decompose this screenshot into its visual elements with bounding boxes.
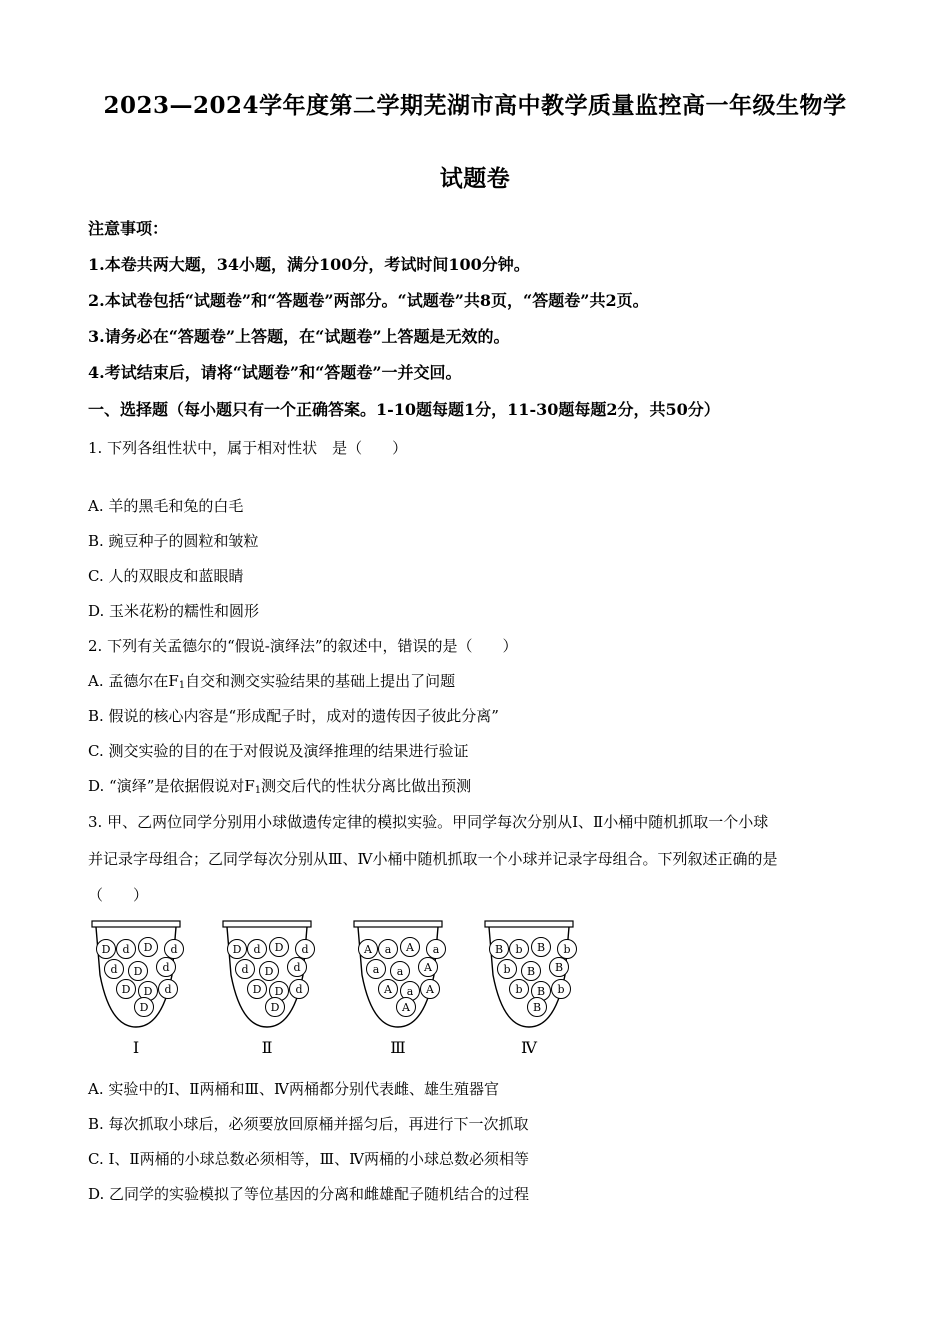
ball-label: d bbox=[301, 943, 309, 956]
bucket-rim bbox=[223, 921, 311, 927]
bucket-3 bbox=[354, 921, 446, 1057]
ball-label: D bbox=[232, 943, 242, 956]
ball-label: A bbox=[402, 1001, 410, 1014]
q3-stem-line2: 并记录字母组合；乙同学每次分别从Ⅲ、Ⅳ小桶中随机抓取一个小球并记录字母组合。下列叙述正确的是 bbox=[88, 850, 778, 868]
ball-label: a bbox=[406, 985, 414, 998]
bucket-4 bbox=[485, 921, 577, 1057]
bucket-label: Ⅰ bbox=[132, 1038, 140, 1057]
notice-item-4: 4.考试结束后，请将“试题卷”和“答题卷”一并交回。 bbox=[88, 363, 462, 382]
q3-stem-line1: 3. 甲、乙两位同学分别用小球做遗传定律的模拟实验。甲同学每次分别从Ⅰ、Ⅱ小桶中随机抓取一个小球 bbox=[88, 813, 769, 831]
q3-option-a: A. 实验中的Ⅰ、Ⅱ两桶和Ⅲ、Ⅳ两桶都分别代表雌、雄生殖器官 bbox=[88, 1080, 499, 1098]
ball-label: b bbox=[515, 943, 523, 956]
bucket-label: Ⅱ bbox=[261, 1038, 273, 1057]
q2-option-a-post: 自交和测交实验结果的基础上提出了问题 bbox=[185, 672, 456, 690]
q2-option-d-post: 测交后代的性状分离比做出预测 bbox=[261, 777, 472, 795]
q3-option-b: B. 每次抓取小球后，必须要放回原桶并摇匀后，再进行下一次抓取 bbox=[88, 1115, 529, 1133]
ball-label: D bbox=[252, 983, 262, 996]
exam-subtitle: 试题卷 bbox=[439, 165, 511, 192]
q1-option-b: B. 豌豆种子的圆粒和皱粒 bbox=[88, 532, 259, 550]
notice-heading: 注意事项： bbox=[88, 219, 169, 238]
ball-label: A bbox=[384, 983, 392, 996]
q1-option-c: C. 人的双眼皮和蓝眼睛 bbox=[88, 567, 244, 585]
ball-label: B bbox=[536, 941, 546, 954]
bucket-label: Ⅳ bbox=[521, 1038, 537, 1057]
ball-label: D bbox=[143, 941, 153, 954]
ball-label: b bbox=[515, 983, 523, 996]
ball-label: D bbox=[133, 965, 143, 978]
bucket-2 bbox=[223, 921, 315, 1057]
ball-label: d bbox=[241, 963, 249, 976]
ball-label: b bbox=[557, 983, 565, 996]
ball-label: D bbox=[270, 1001, 280, 1014]
ball-label: D bbox=[264, 965, 274, 978]
q3-stem-line3: （ ） bbox=[88, 886, 149, 904]
ball-label: D bbox=[274, 941, 284, 954]
ball-label: A bbox=[424, 961, 432, 974]
section-heading: 一、选择题（每小题只有一个正确答案。1-10题每题1分，11-30题每题2分，共50分） bbox=[88, 400, 720, 419]
ball-label: d bbox=[253, 943, 261, 956]
ball-label: d bbox=[293, 961, 301, 974]
q1-option-a: A. 羊的黑毛和兔的白毛 bbox=[88, 497, 244, 515]
ball-label: B bbox=[532, 1001, 542, 1014]
ball-label: d bbox=[170, 943, 178, 956]
q1-stem: 1. 下列各组性状中，属于相对性状 是（ ） bbox=[88, 439, 408, 457]
buckets-diagram bbox=[88, 915, 608, 1065]
q2-option-d-sub: 1 bbox=[254, 785, 262, 796]
bucket-1 bbox=[92, 921, 184, 1057]
ball-label: a bbox=[396, 965, 404, 978]
q3-option-d: D. 乙同学的实验模拟了等位基因的分离和雌雄配子随机结合的过程 bbox=[88, 1185, 530, 1203]
buckets-figure bbox=[88, 915, 608, 1065]
q2-option-a-pre: A. 孟德尔在F bbox=[88, 672, 179, 690]
ball-label: A bbox=[364, 943, 372, 956]
q2-option-a bbox=[88, 670, 455, 691]
ball-label: A bbox=[426, 983, 434, 996]
ball-label: B bbox=[554, 961, 564, 974]
exam-title: 2023—2024学年度第二学期芜湖市高中教学质量监控高一年级生物学 bbox=[103, 92, 847, 119]
q2-option-d bbox=[88, 775, 471, 796]
ball-label: B bbox=[494, 943, 504, 956]
ball-label: A bbox=[406, 941, 414, 954]
bucket-rim bbox=[485, 921, 573, 927]
q2-option-d-pre: D. “演绎”是依据假说对F bbox=[88, 777, 255, 795]
ball-label: d bbox=[122, 943, 130, 956]
bucket-rim bbox=[354, 921, 442, 927]
notice-item-1: 1.本卷共两大题，34小题，满分100分，考试时间100分钟。 bbox=[88, 255, 530, 274]
ball-label: a bbox=[372, 963, 380, 976]
ball-label: a bbox=[432, 943, 440, 956]
ball-label: D bbox=[139, 1001, 149, 1014]
ball-label: b bbox=[563, 943, 571, 956]
q2-option-b: B. 假说的核心内容是“形成配子时，成对的遗传因子彼此分离” bbox=[88, 707, 499, 725]
ball-label: d bbox=[162, 961, 170, 974]
q2-option-c: C. 测交实验的目的在于对假说及演绎推理的结果进行验证 bbox=[88, 742, 469, 760]
q3-option-c: C. Ⅰ、Ⅱ两桶的小球总数必须相等，Ⅲ、Ⅳ两桶的小球总数必须相等 bbox=[88, 1150, 530, 1168]
ball-label: D bbox=[121, 983, 131, 996]
ball-label: d bbox=[295, 983, 303, 996]
ball-label: d bbox=[164, 983, 172, 996]
bucket-rim bbox=[92, 921, 180, 927]
ball-label: D bbox=[101, 943, 111, 956]
q2-stem: 2. 下列有关孟德尔的“假说-演绎法”的叙述中，错误的是（ ） bbox=[88, 637, 518, 655]
q2-option-a-sub: 1 bbox=[178, 680, 186, 691]
ball-label: B bbox=[536, 985, 546, 998]
ball-label: D bbox=[274, 985, 284, 998]
ball-label: d bbox=[110, 963, 118, 976]
notice-item-3: 3.请务必在“答题卷”上答题，在“试题卷”上答题是无效的。 bbox=[88, 327, 510, 346]
ball-label: a bbox=[384, 943, 392, 956]
ball-label: b bbox=[503, 963, 511, 976]
notice-item-2: 2.本试卷包括“试题卷”和“答题卷”两部分。“试题卷”共8页，“答题卷”共2页。 bbox=[88, 291, 649, 310]
bucket-label: Ⅲ bbox=[390, 1038, 406, 1057]
ball-label: D bbox=[143, 985, 153, 998]
q1-option-d: D. 玉米花粉的糯性和圆形 bbox=[88, 602, 260, 620]
ball-label: B bbox=[526, 965, 536, 978]
